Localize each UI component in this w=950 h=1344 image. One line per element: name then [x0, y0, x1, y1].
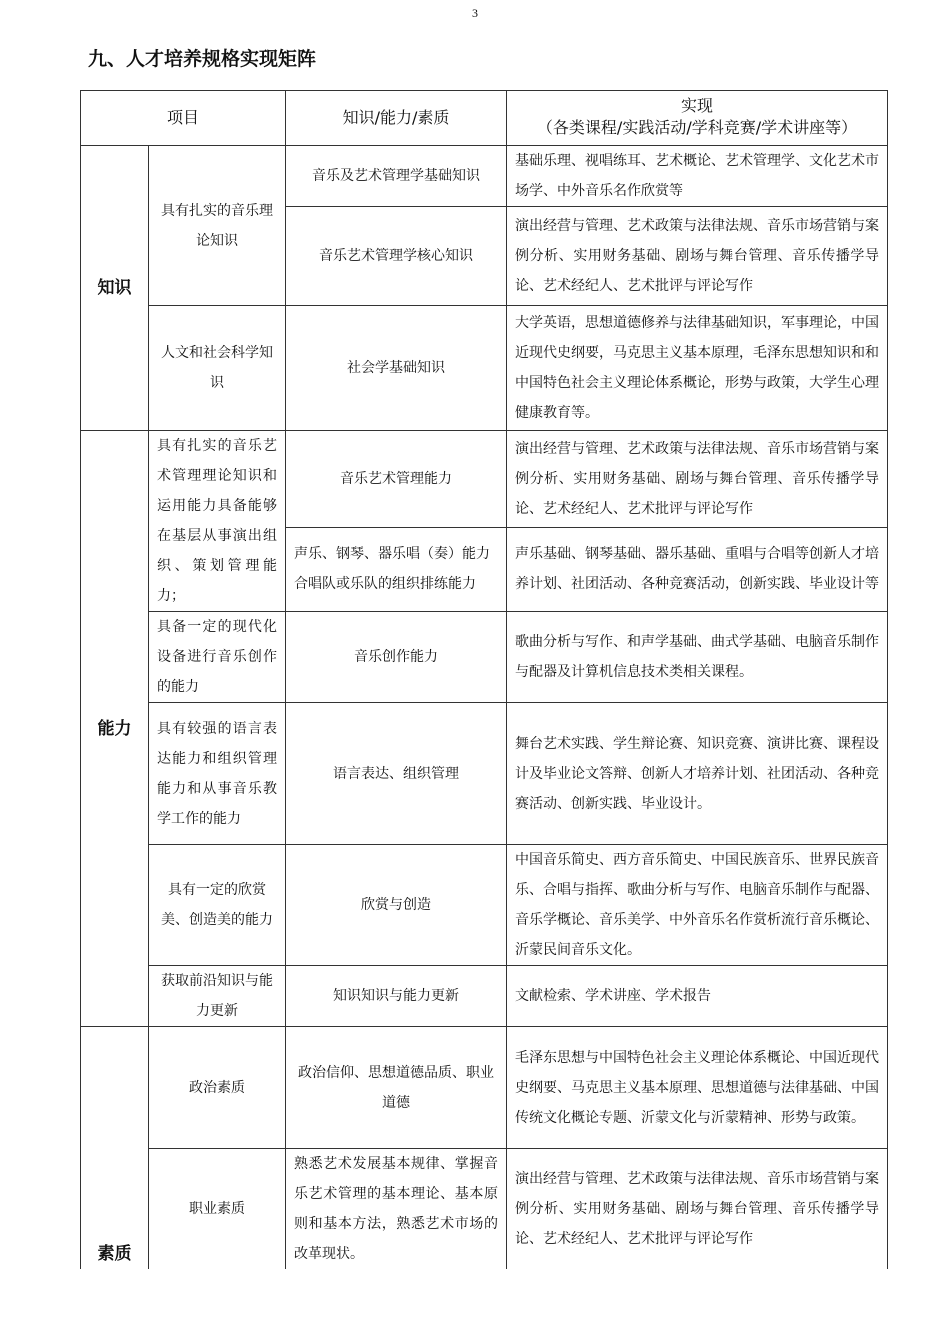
sub-item: 政治素质 [149, 1027, 286, 1149]
sub-item: 具有一定的欣赏美、创造美的能力 [149, 845, 286, 966]
header-item: 项目 [81, 91, 286, 146]
header-impl-line2: （各类课程/实践活动/学科竞赛/学术讲座等） [536, 118, 858, 137]
kas-cell: 音乐艺术管理能力 [286, 431, 507, 528]
kas-cell: 社会学基础知识 [286, 306, 507, 431]
impl-cell: 声乐基础、钢琴基础、器乐基础、重唱与合唱等创新人才培养计划、社团活动、各种竞赛活动，创新实践、毕业设计等 [507, 527, 888, 611]
kas-line: 声乐、钢琴、器乐唱（奏）能力 [294, 546, 491, 563]
impl-cell: 舞台艺术实践、学生辩论赛、知识竞赛、演讲比赛、课程设计及毕业论文答辩、创新人才培养计划、社团活动、各种竞赛活动、创新实践、毕业设计。 [507, 703, 888, 845]
table-header-row [81, 91, 888, 146]
kas-cell: 欣赏与创造 [286, 845, 507, 966]
sub-item: 具有较强的语言表达能力和组织管理能力和从事音乐教学工作的能力 [149, 703, 286, 845]
kas-cell: 语言表达、组织管理 [286, 703, 507, 845]
kas-cell [286, 527, 507, 611]
header-impl-line1: 实现 [681, 96, 714, 115]
impl-cell: 演出经营与管理、艺术政策与法律法规、音乐市场营销与案例分析、实用财务基础、剧场与舞台管理、音乐传播学导论、艺术经纪人、艺术批评与评论写作 [507, 1149, 888, 1270]
table-row [81, 306, 888, 431]
kas-cell: 知识知识与能力更新 [286, 966, 507, 1027]
table-row [81, 146, 888, 207]
kas-cell: 音乐艺术管理学核心知识 [286, 207, 507, 306]
sub-item: 职业素质 [149, 1149, 286, 1270]
kas-cell: 政治信仰、思想道德品质、职业道德 [286, 1027, 507, 1149]
sub-item: 具有扎实的音乐艺术管理理论知识和运用能力具备能够在基层从事演出组织、策划管理能力； [149, 431, 286, 612]
impl-cell: 毛泽东思想与中国特色社会主义理论体系概论、中国近现代史纲要、马克思主义基本原理、思想道德与法律基础、中国传统文化概论专题、沂蒙文化与沂蒙精神、形势与政策。 [507, 1027, 888, 1149]
impl-cell: 中国音乐简史、西方音乐简史、中国民族音乐、世界民族音乐、合唱与指挥、歌曲分析与写作、电脑音乐制作与配器、音乐学概论、音乐美学、中外音乐名作赏析流行音乐概论、沂蒙民间音乐文化。 [507, 845, 888, 966]
training-spec-matrix-table [80, 90, 888, 1269]
table-row [81, 431, 888, 528]
impl-cell: 基础乐理、视唱练耳、艺术概论、艺术管理学、文化艺术市场学、中外音乐名作欣赏等 [507, 146, 888, 207]
impl-cell: 文献检索、学术讲座、学术报告 [507, 966, 888, 1027]
table-row [81, 845, 888, 966]
header-kas: 知识/能力/素质 [286, 91, 507, 146]
page-number: 3 [472, 6, 478, 20]
impl-cell: 歌曲分析与写作、和声学基础、曲式学基础、电脑音乐制作与配器及计算机信息技术类相关课程。 [507, 612, 888, 703]
sub-item: 具有扎实的音乐理论知识 [149, 146, 286, 306]
kas-cell: 音乐及艺术管理学基础知识 [286, 146, 507, 207]
impl-cell: 大学英语，思想道德修养与法律基础知识，军事理论，中国近现代史纲要，马克思主义基本原理，毛泽东思想知识和和中国特色社会主义理论体系概论，形势与政策，大学生心理健康教育等。 [507, 306, 888, 431]
category-knowledge: 知识 [81, 146, 149, 431]
sub-item: 获取前沿知识与能力更新 [149, 966, 286, 1027]
table-row [81, 966, 888, 1027]
table-row [81, 1027, 888, 1149]
sub-item: 具备一定的现代化设备进行音乐创作的能力 [149, 612, 286, 703]
impl-cell: 演出经营与管理、艺术政策与法律法规、音乐市场营销与案例分析、实用财务基础、剧场与舞台管理、音乐传播学导论、艺术经纪人、艺术批评与评论写作 [507, 207, 888, 306]
table-row [81, 1149, 888, 1270]
impl-cell: 演出经营与管理、艺术政策与法律法规、音乐市场营销与案例分析、实用财务基础、剧场与舞台管理、音乐传播学导论、艺术经纪人、艺术批评与评论写作 [507, 431, 888, 528]
kas-cell: 熟悉艺术发展基本规律、掌握音乐艺术管理的基本理论、基本原则和基本方法，熟悉艺术市场的改革现状。 [286, 1149, 507, 1270]
table-row [81, 703, 888, 845]
category-ability: 能力 [81, 431, 149, 1027]
header-implementation [507, 91, 888, 146]
kas-cell: 音乐创作能力 [286, 612, 507, 703]
kas-line: 合唱队或乐队的组织排练能力 [294, 576, 477, 593]
table-row [81, 612, 888, 703]
category-quality: 素质 [81, 1027, 149, 1270]
section-title: 九、人才培养规格实现矩阵 [88, 48, 317, 70]
sub-item: 人文和社会科学知识 [149, 306, 286, 431]
